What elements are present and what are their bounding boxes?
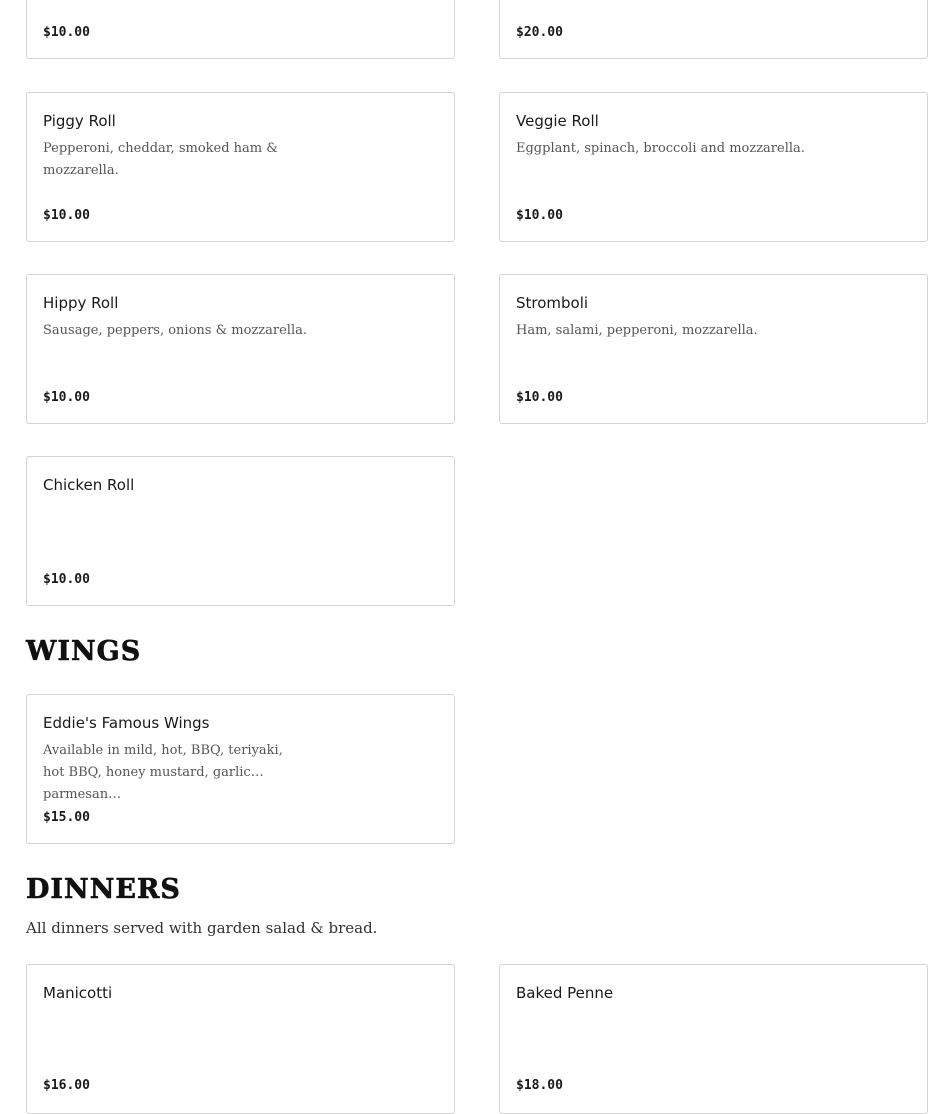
item-name: Hippy Roll bbox=[43, 294, 119, 312]
menu-item-piggy-roll[interactable] bbox=[26, 92, 455, 242]
item-name: Veggie Roll bbox=[516, 112, 599, 130]
item-price: $10.00 bbox=[516, 208, 563, 223]
item-price: $16.00 bbox=[43, 1078, 90, 1093]
menu-item-manicotti[interactable] bbox=[26, 964, 455, 1114]
item-description: Sausage, peppers, onions & mozzarella. bbox=[43, 323, 308, 338]
section-description: All dinners served with garden salad & bread. bbox=[26, 919, 378, 937]
section-title-wings: WINGS bbox=[26, 636, 142, 667]
menu-item-stromboli[interactable] bbox=[499, 274, 928, 424]
item-name: Piggy Roll bbox=[43, 112, 116, 130]
item-description: Pepperoni, cheddar, smoked ham & mozzarella. bbox=[43, 141, 278, 178]
item-price: $15.00 bbox=[43, 810, 90, 825]
menu-item-chicken-roll[interactable] bbox=[26, 456, 455, 606]
item-price: $10.00 bbox=[516, 390, 563, 405]
item-price: $20.00 bbox=[516, 25, 563, 40]
menu-item-veggie-roll[interactable] bbox=[499, 92, 928, 242]
item-price: $10.00 bbox=[43, 25, 90, 40]
item-description: Ham, salami, pepperoni, mozzarella. bbox=[516, 323, 758, 338]
item-description: Eggplant, spinach, broccoli and mozzarella. bbox=[516, 141, 805, 156]
item-name: Chicken Roll bbox=[43, 476, 135, 494]
menu-item-eddies-famous-wings[interactable] bbox=[26, 694, 455, 844]
section-title-dinners: DINNERS bbox=[26, 874, 181, 905]
item-name: Stromboli bbox=[516, 294, 589, 312]
item-name: Baked Penne bbox=[516, 984, 614, 1002]
menu-item-baked-penne[interactable] bbox=[499, 964, 928, 1114]
item-price: $10.00 bbox=[43, 390, 90, 405]
item-price: $10.00 bbox=[43, 208, 90, 223]
item-name: Eddie's Famous Wings bbox=[43, 714, 210, 732]
item-price: $18.00 bbox=[516, 1078, 563, 1093]
item-name: Manicotti bbox=[43, 984, 113, 1002]
menu-item-card[interactable] bbox=[26, 0, 455, 59]
item-price: $10.00 bbox=[43, 572, 90, 587]
menu-item-card[interactable] bbox=[499, 0, 928, 59]
item-description: Available in mild, hot, BBQ, teriyaki, hot BBQ, honey mustard, garlic parmesan… bbox=[43, 743, 283, 802]
menu-item-hippy-roll[interactable] bbox=[26, 274, 455, 424]
